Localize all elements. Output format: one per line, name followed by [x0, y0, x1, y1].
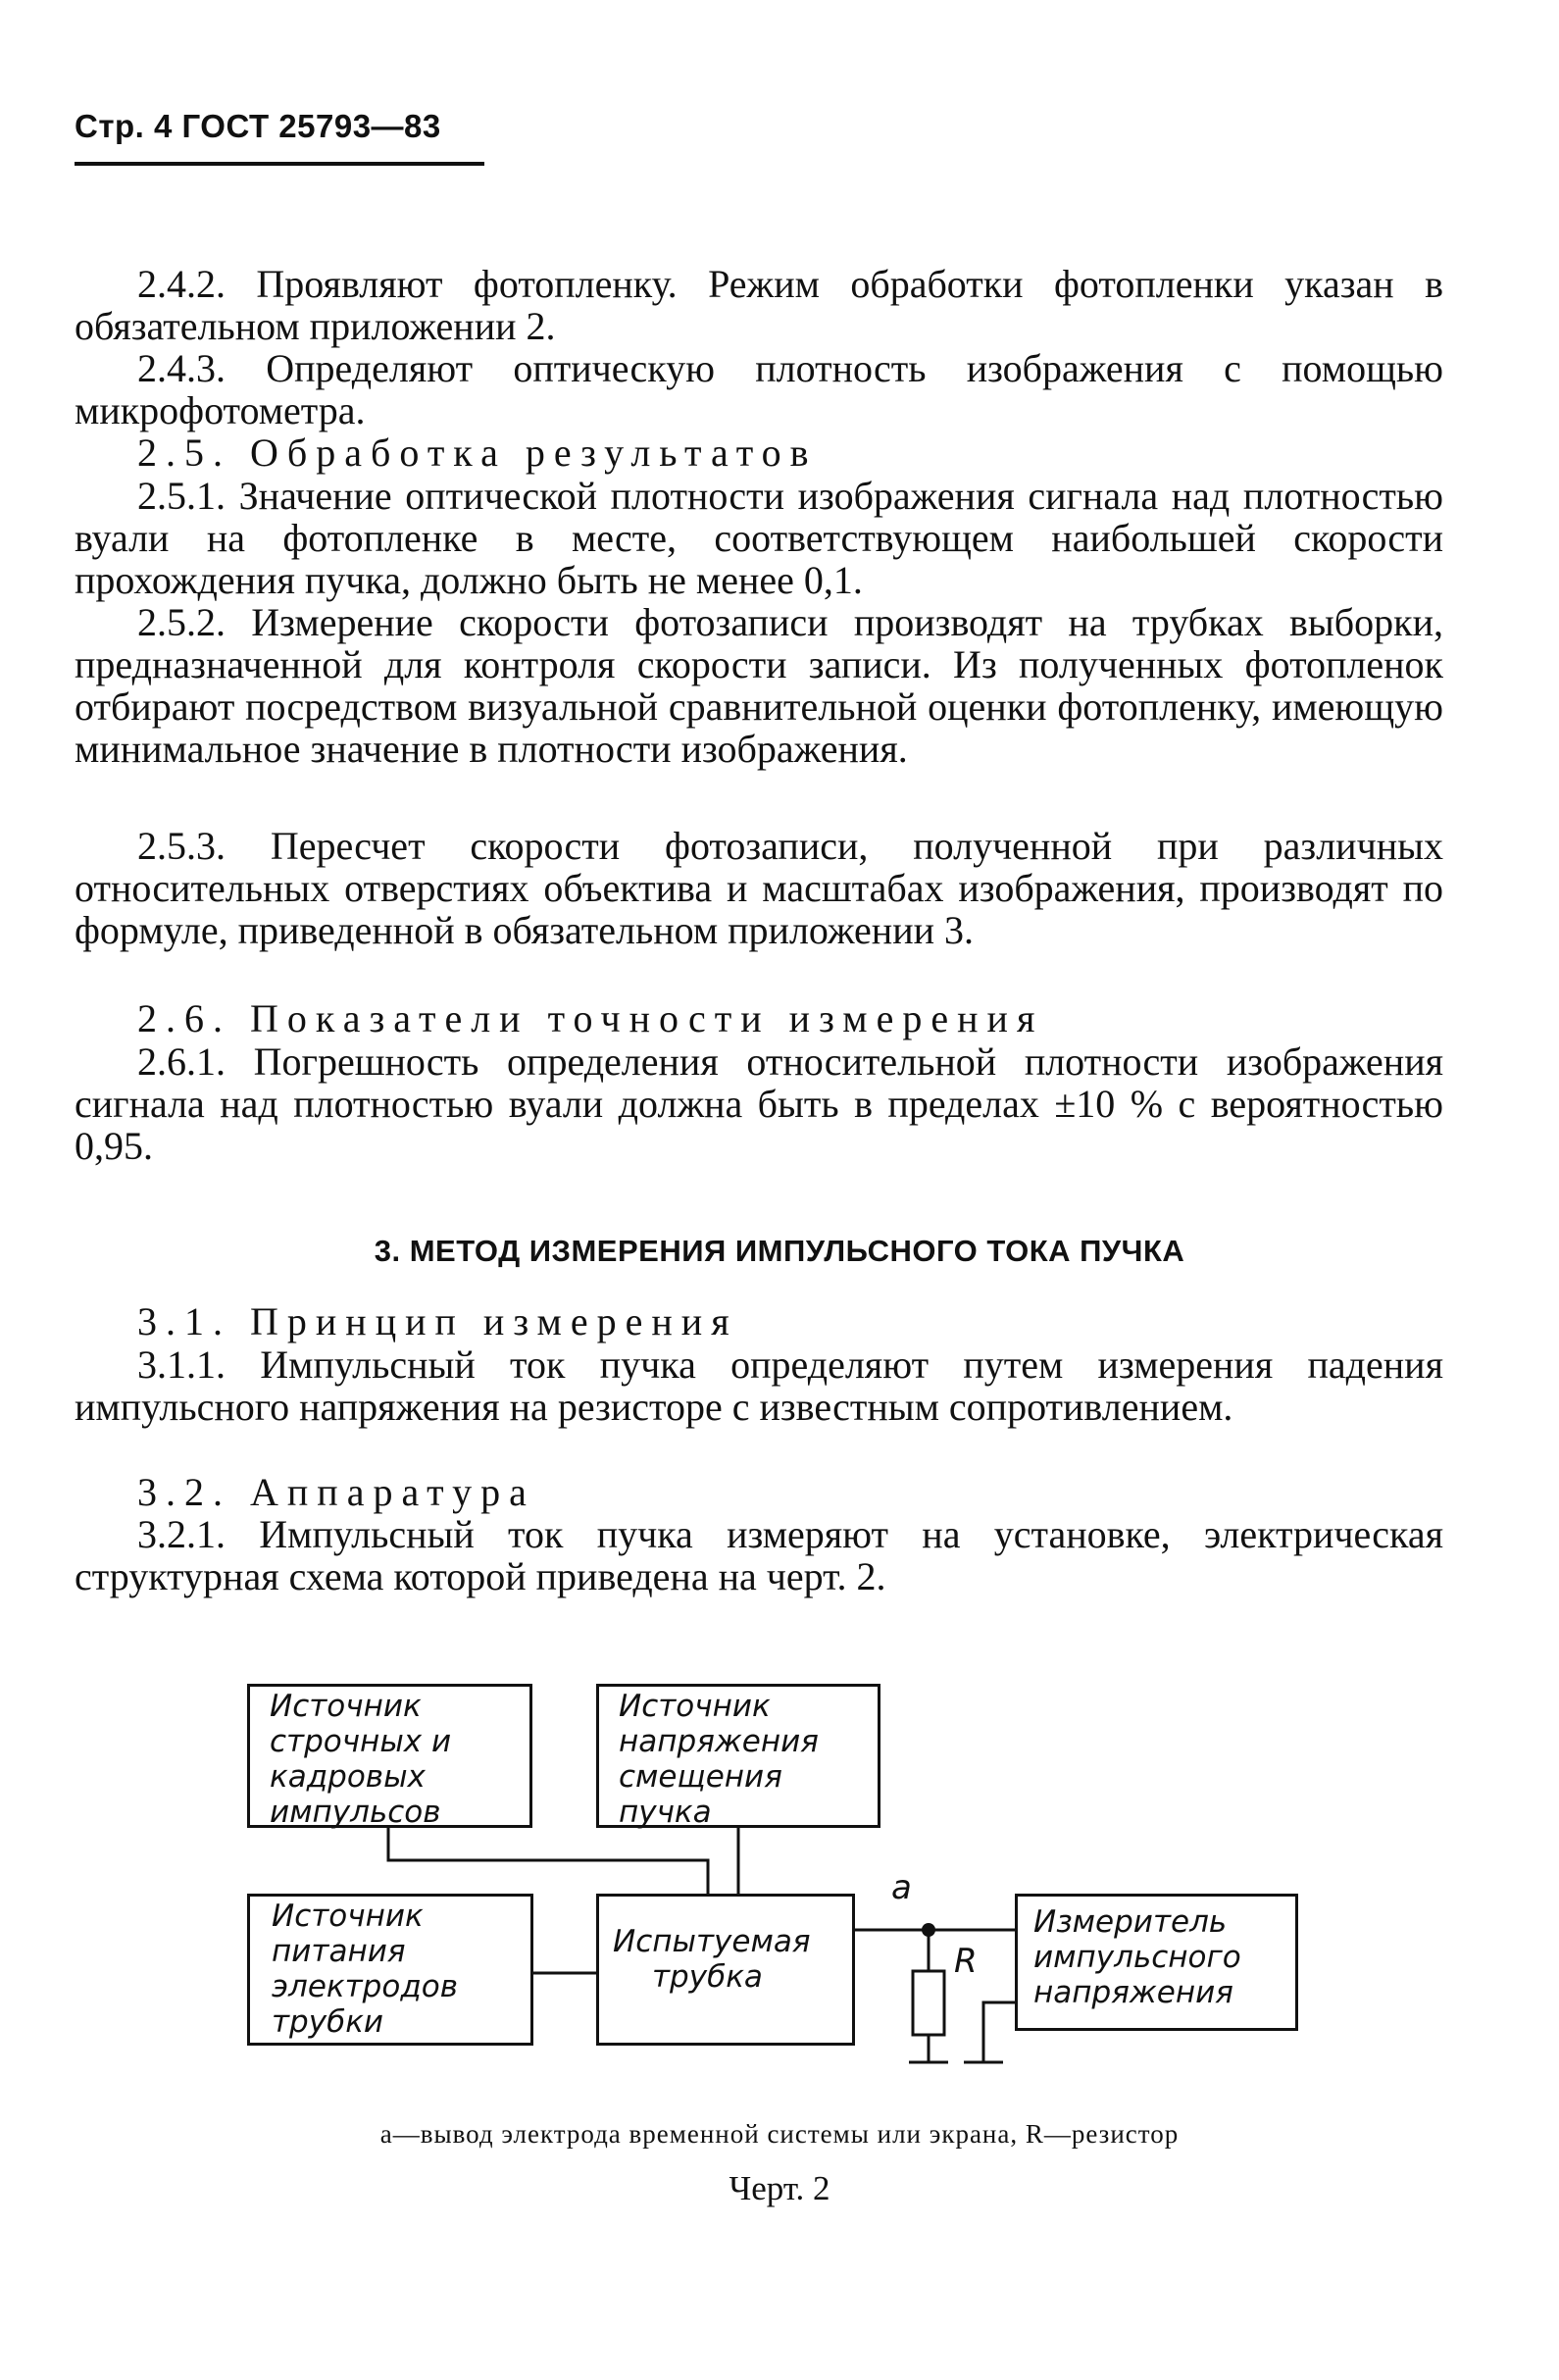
- paragraph-3-2-1: 3.2.1. Импульсный ток пучка измеряют на установке, электрическая структурная схема которой приведена на черт. 2.: [75, 1512, 1443, 1598]
- paragraph-2-4-3: 2.4.3. Определяют оптическую плотность изображения с помощью микрофотометра.: [75, 346, 1443, 432]
- heading-2-6: 2.6. Показатели точности измерения: [137, 996, 1044, 1040]
- box1-line4: импульсов: [270, 1795, 441, 1830]
- label-a: a: [891, 1868, 912, 1907]
- block-electrode-power-source: [247, 1894, 533, 2046]
- box5-line1: Измеритель: [1033, 1904, 1228, 1940]
- paragraph-2-6-1: 2.6.1. Погрешность определения относительной плотности изображения сигнала над плотностью вуали должна быть в пределах ±10 % с вероятностью 0,95.: [75, 1039, 1443, 1168]
- box5-line3: напряжения: [1033, 1975, 1233, 2010]
- box3-line1: Источник: [272, 1899, 424, 1934]
- figure-caption: а—вывод электрода временной системы или экрана, R—резистор: [379, 2119, 1180, 2149]
- paragraph-2-5-2: 2.5.2. Измерение скорости фотозаписи производят на трубках выборки, предназначенной для контроля скорости записи. Из полученных фотопленок отбирают посредством визуальной сравнительной оценки фотопленку, имеющую минимальное значение в плотности изображения.: [75, 600, 1443, 771]
- resistor: [913, 1971, 944, 2035]
- heading-3-2: 3.2. Аппаратура: [137, 1470, 535, 1514]
- box2-line2: напряжения: [619, 1724, 819, 1759]
- heading-2-5: 2.5. Обработка результатов: [137, 430, 818, 475]
- box2-line1: Источник: [619, 1689, 771, 1724]
- paragraph-2-5-1: 2.5.1. Значение оптической плотности изображения сигнала над плотностью вуали на фотопленке в месте, соответствующем наибольшей скорости прохождения пучка, должно быть не менее 0,1.: [75, 474, 1443, 602]
- block-line-frame-pulse-source: [247, 1684, 532, 1828]
- paragraph-2-4-2: 2.4.2. Проявляют фотопленку. Режим обработки фотопленки указан в обязательном приложении 2.: [75, 262, 1443, 348]
- box1-line3: кадровых: [270, 1759, 426, 1795]
- box2-line4: пучка: [619, 1795, 712, 1830]
- box2-line3: смещения: [619, 1759, 782, 1795]
- block-tube-under-test: [596, 1894, 855, 2046]
- paragraph-3-1-1: 3.1.1. Импульсный ток пучка определяют путем измерения падения импульсного напряжения на резисторе с известным сопротивлением.: [75, 1342, 1443, 1429]
- heading-3-1: 3.1. Принцип измерения: [137, 1299, 738, 1343]
- box3-line4: трубки: [272, 2004, 384, 2040]
- box4-line1: Испытуемая: [613, 1924, 811, 1959]
- box5-line2: импульсного: [1033, 1940, 1241, 1975]
- node-a-dot: [922, 1923, 935, 1937]
- box3-line2: питания: [272, 1934, 406, 1969]
- box3-line3: электродов: [272, 1969, 458, 2004]
- box1-line1: Источник: [270, 1689, 422, 1724]
- section-3-title: 3. МЕТОД ИЗМЕРЕНИЯ ИМПУЛЬСНОГО ТОКА ПУЧКА: [374, 1234, 1185, 1268]
- label-r: R: [954, 1942, 978, 1981]
- block-beam-bias-source: [596, 1684, 880, 1828]
- page-header: Стр. 4 ГОСТ 25793—83: [75, 108, 441, 144]
- box1-line2: строчных и: [270, 1724, 452, 1759]
- box4-line2: трубка: [652, 1959, 763, 1995]
- block-pulse-voltage-meter: [1015, 1894, 1298, 2031]
- figure-label: Черт. 2: [729, 2169, 830, 2207]
- wire-meter-to-ground: [983, 2002, 1015, 2062]
- wire-box1-to-tube: [388, 1828, 708, 1894]
- paragraph-2-5-3: 2.5.3. Пересчет скорости фотозаписи, полученной при различных относительных отверстиях объектива и масштабах изображения, производят по формуле, приведенной в обязательном приложении 3.: [75, 824, 1443, 952]
